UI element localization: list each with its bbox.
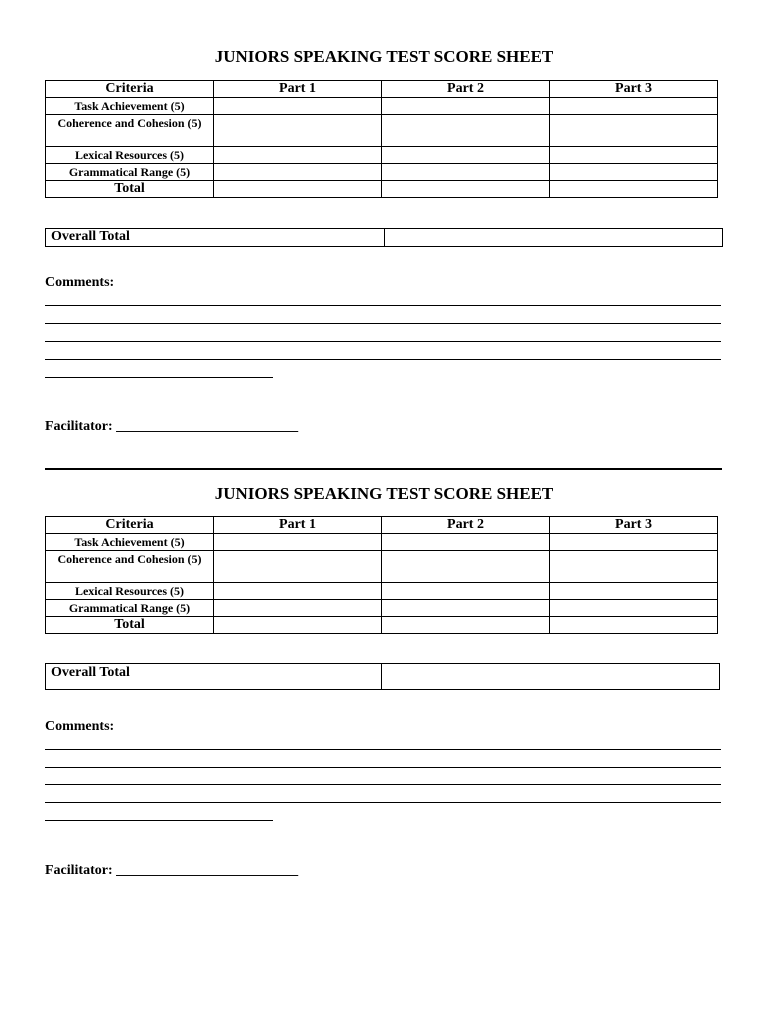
- score-cell[interactable]: [214, 600, 382, 617]
- score-cell[interactable]: [550, 617, 718, 634]
- criteria-task-achievement: Task Achievement (5): [46, 98, 214, 115]
- comments-label: Comments:: [45, 275, 115, 290]
- header-part-2: Part 2: [382, 517, 550, 534]
- score-cell[interactable]: [214, 164, 382, 181]
- comment-line[interactable]: [45, 359, 721, 360]
- header-part-3: Part 3: [550, 517, 718, 534]
- overall-total-cell[interactable]: [385, 229, 723, 247]
- score-cell[interactable]: [214, 115, 382, 147]
- score-cell[interactable]: [382, 551, 550, 583]
- header-part-1: Part 1: [214, 81, 382, 98]
- comment-line[interactable]: [45, 305, 721, 306]
- score-cell[interactable]: [214, 147, 382, 164]
- comments-label: Comments:: [45, 719, 115, 734]
- score-cell[interactable]: [214, 98, 382, 115]
- criteria-total: Total: [46, 181, 214, 198]
- score-cell[interactable]: [550, 98, 718, 115]
- overall-total-table: [45, 228, 723, 247]
- comment-line[interactable]: [45, 749, 721, 750]
- score-table: [45, 516, 718, 634]
- score-cell[interactable]: [382, 600, 550, 617]
- score-cell[interactable]: [382, 115, 550, 147]
- facilitator-label: Facilitator: __________________________: [45, 863, 299, 878]
- score-cell[interactable]: [550, 181, 718, 198]
- overall-total-cell[interactable]: [382, 664, 720, 690]
- criteria-coherence-cohesion: Coherence and Cohesion (5): [46, 551, 214, 583]
- score-cell[interactable]: [214, 551, 382, 583]
- overall-total-label: Overall Total: [46, 664, 382, 690]
- comment-line[interactable]: [45, 323, 721, 324]
- overall-total-label: Overall Total: [46, 229, 385, 247]
- header-part-2: Part 2: [382, 81, 550, 98]
- score-cell[interactable]: [214, 583, 382, 600]
- score-cell[interactable]: [550, 583, 718, 600]
- score-cell[interactable]: [550, 115, 718, 147]
- score-cell[interactable]: [550, 551, 718, 583]
- comment-line[interactable]: [45, 767, 721, 768]
- score-cell[interactable]: [382, 98, 550, 115]
- score-cell[interactable]: [214, 617, 382, 634]
- score-cell[interactable]: [382, 534, 550, 551]
- score-cell[interactable]: [382, 147, 550, 164]
- criteria-lexical-resources: Lexical Resources (5): [46, 147, 214, 164]
- header-criteria: Criteria: [46, 81, 214, 98]
- comment-line[interactable]: [45, 341, 721, 342]
- comment-line[interactable]: [45, 802, 721, 803]
- facilitator-label: Facilitator: __________________________: [45, 419, 299, 434]
- sheet-title: JUNIORS SPEAKING TEST SCORE SHEET: [214, 47, 554, 66]
- score-cell[interactable]: [214, 181, 382, 198]
- header-criteria: Criteria: [46, 517, 214, 534]
- overall-total-table: [45, 663, 720, 690]
- score-cell[interactable]: [382, 181, 550, 198]
- score-cell[interactable]: [382, 583, 550, 600]
- score-cell[interactable]: [550, 534, 718, 551]
- score-cell[interactable]: [382, 164, 550, 181]
- header-part-3: Part 3: [550, 81, 718, 98]
- criteria-total: Total: [46, 617, 214, 634]
- score-cell[interactable]: [382, 617, 550, 634]
- score-cell[interactable]: [550, 600, 718, 617]
- comment-line[interactable]: [45, 377, 273, 378]
- comment-line[interactable]: [45, 784, 721, 785]
- score-cell[interactable]: [214, 534, 382, 551]
- score-table: [45, 80, 718, 198]
- header-part-1: Part 1: [214, 517, 382, 534]
- score-cell[interactable]: [550, 147, 718, 164]
- criteria-lexical-resources: Lexical Resources (5): [46, 583, 214, 600]
- criteria-task-achievement: Task Achievement (5): [46, 534, 214, 551]
- comment-line[interactable]: [45, 820, 273, 821]
- criteria-grammatical-range: Grammatical Range (5): [46, 164, 214, 181]
- criteria-coherence-cohesion: Coherence and Cohesion (5): [46, 115, 214, 147]
- criteria-grammatical-range: Grammatical Range (5): [46, 600, 214, 617]
- sheet-title: JUNIORS SPEAKING TEST SCORE SHEET: [214, 484, 554, 503]
- sheet-divider: [45, 468, 722, 470]
- score-cell[interactable]: [550, 164, 718, 181]
